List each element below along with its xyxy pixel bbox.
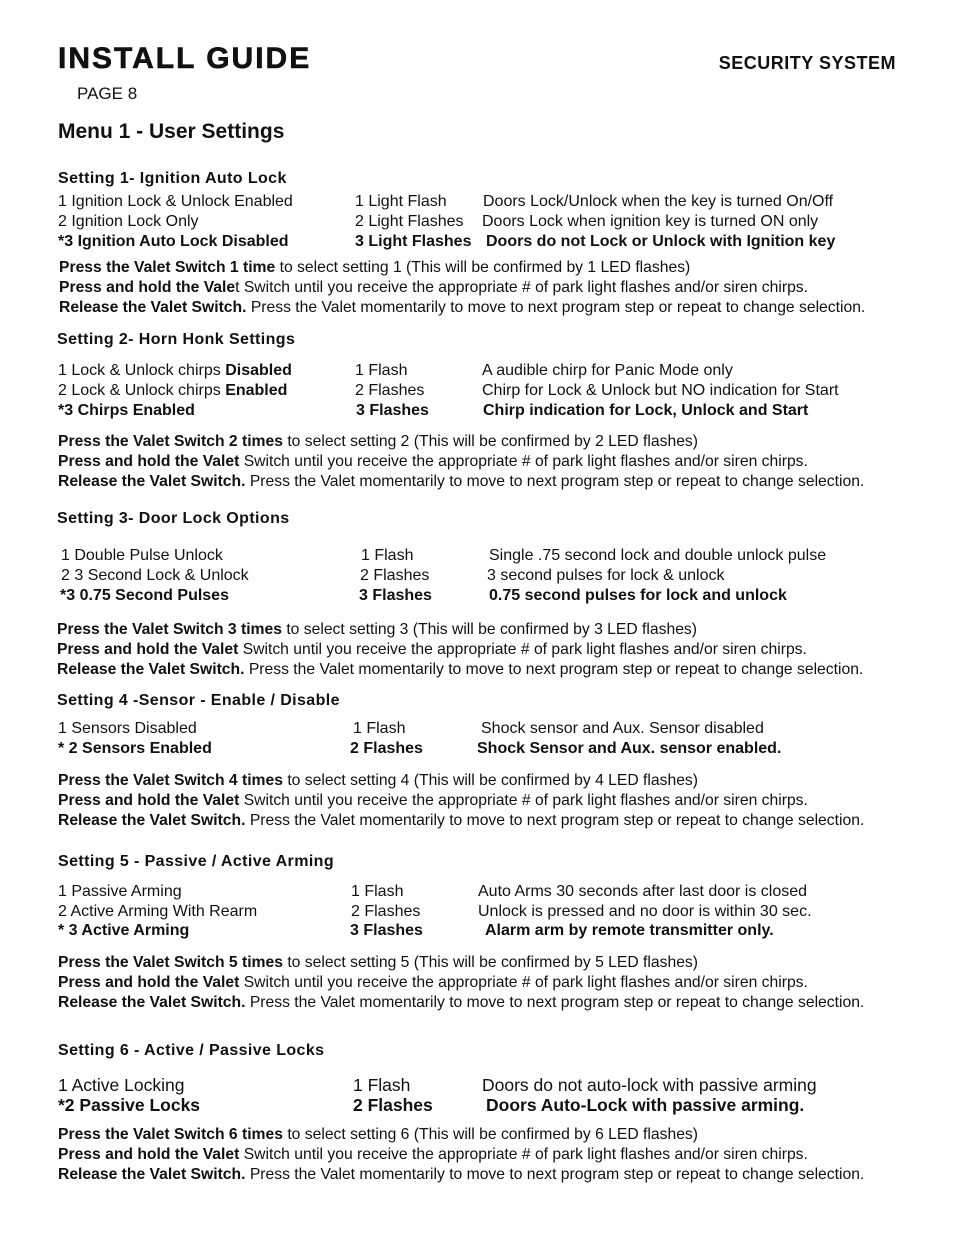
instructions	[58, 771, 864, 831]
option-label: 2 3 Second Lock & Unlock	[61, 567, 249, 584]
option-description: Doors do not Lock or Unlock with Ignition key	[486, 233, 836, 250]
option-description: 3 second pulses for lock & unlock	[487, 567, 725, 584]
setting-heading: Setting 2- Horn Honk Settings	[57, 331, 296, 348]
flash-count: 1 Flash	[353, 1075, 411, 1095]
flash-count: 1 Flash	[361, 547, 414, 564]
flash-count: 2 Flashes	[353, 1095, 433, 1115]
instruction-line: Release the Valet Switch. Press the Valet momentarily to move to next program step or repeat to change selection.	[57, 661, 864, 678]
setting-heading: Setting 4 -Sensor - Enable / Disable	[57, 692, 340, 709]
option-description: Single .75 second lock and double unlock pulse	[489, 547, 827, 564]
option-label: 1 Active Locking	[58, 1075, 185, 1095]
instruction-line: Press the Valet Switch 6 times to select setting 6 (This will be confirmed by 6 LED flashes)	[58, 1126, 698, 1143]
option-description: Alarm arm by remote transmitter only.	[485, 922, 774, 939]
option-description: Doors Lock/Unlock when the key is turned On/Off	[483, 193, 834, 210]
option-label: 1 Lock & Unlock chirps Disabled	[58, 362, 292, 379]
flash-count: 1 Flash	[351, 883, 404, 900]
flash-count: 2 Flashes	[355, 382, 425, 399]
instruction-line: Release the Valet Switch. Press the Valet momentarily to move to next program step or repeat to change selection.	[58, 473, 865, 490]
option-description: Doors do not auto-lock with passive arming	[482, 1075, 817, 1095]
instruction-line: Release the Valet Switch. Press the Valet momentarily to move to next program step or repeat to change selection.	[58, 994, 865, 1011]
instruction-line: Press the Valet Switch 5 times to select setting 5 (This will be confirmed by 5 LED flashes)	[58, 954, 698, 971]
instruction-line: Press the Valet Switch 3 times to select setting 3 (This will be confirmed by 3 LED flashes)	[57, 621, 697, 638]
setting-heading: Setting 1- Ignition Auto Lock	[58, 170, 287, 187]
option-label: * 2 Sensors Enabled	[58, 740, 212, 757]
option-description: Shock Sensor and Aux. sensor enabled.	[477, 740, 782, 757]
flash-count: 2 Flashes	[360, 567, 430, 584]
option-description: Shock sensor and Aux. Sensor disabled	[481, 720, 764, 737]
instruction-line: Press the Valet Switch 1 time to select setting 1 (This will be confirmed by 1 LED flashes)	[59, 259, 691, 276]
instructions	[57, 620, 863, 680]
page-title: INSTALL GUIDE	[58, 42, 312, 75]
document-subtitle: SECURITY SYSTEM	[718, 53, 896, 73]
instruction-line: Release the Valet Switch. Press the Valet momentarily to move to next program step or repeat to change selection.	[58, 1166, 865, 1183]
option-description: Auto Arms 30 seconds after last door is closed	[478, 883, 808, 900]
option-description: 0.75 second pulses for lock and unlock	[489, 587, 787, 604]
flash-count: 2 Light Flashes	[355, 213, 464, 230]
option-label: *3 Ignition Auto Lock Disabled	[58, 233, 289, 250]
flash-count: 3 Light Flashes	[355, 233, 472, 250]
option-label: 1 Sensors Disabled	[58, 720, 197, 737]
instruction-line: Press and hold the Valet Switch until you receive the appropriate # of park light flashes and/or siren chirps.	[57, 641, 807, 658]
setting-heading: Setting 6 - Active / Passive Locks	[58, 1042, 325, 1059]
option-description: A audible chirp for Panic Mode only	[482, 362, 733, 379]
option-label: *2 Passive Locks	[58, 1095, 201, 1115]
page-number: PAGE 8	[77, 84, 138, 103]
flash-count: 2 Flashes	[351, 903, 421, 920]
option-label: *3 0.75 Second Pulses	[60, 587, 229, 604]
instruction-line: Press and hold the Valet Switch until you receive the appropriate # of park light flashes and/or siren chirps.	[58, 792, 808, 809]
instruction-line: Press and hold the Valet Switch until you receive the appropriate # of park light flashes and/or siren chirps.	[58, 974, 808, 991]
flash-count: 3 Flashes	[350, 922, 423, 939]
menu-title: Menu 1 - User Settings	[58, 120, 285, 143]
option-label: *3 Chirps Enabled	[58, 402, 195, 419]
setting-heading: Setting 5 - Passive / Active Arming	[58, 853, 335, 870]
flash-count: 3 Flashes	[356, 402, 429, 419]
instructions	[58, 1125, 864, 1185]
flash-count: 3 Flashes	[359, 587, 432, 604]
setting-heading: Setting 3- Door Lock Options	[57, 510, 290, 527]
option-description: Doors Auto-Lock with passive arming.	[486, 1095, 805, 1115]
instruction-line: Press and hold the Valet Switch until you receive the appropriate # of park light flashes and/or siren chirps.	[59, 279, 809, 296]
option-label: 2 Active Arming With Rearm	[58, 903, 258, 920]
instruction-line: Press and hold the Valet Switch until you receive the appropriate # of park light flashes and/or siren chirps.	[58, 1146, 808, 1163]
flash-count: 1 Flash	[353, 720, 406, 737]
option-label: * 3 Active Arming	[58, 922, 190, 939]
instruction-line: Release the Valet Switch. Press the Valet momentarily to move to next program step or repeat to change selection.	[58, 812, 865, 829]
option-label: 2 Lock & Unlock chirps Enabled	[58, 382, 288, 399]
option-label: 1 Passive Arming	[58, 883, 182, 900]
option-label: 1 Ignition Lock & Unlock Enabled	[58, 193, 293, 210]
option-label: 2 Ignition Lock Only	[58, 213, 199, 230]
instruction-line: Press the Valet Switch 4 times to select setting 4 (This will be confirmed by 4 LED flashes)	[58, 772, 698, 789]
option-description: Doors Lock when ignition key is turned ON only	[482, 213, 819, 230]
instructions	[58, 432, 864, 492]
option-description: Chirp for Lock & Unlock but NO indication for Start	[482, 382, 839, 399]
flash-count: 1 Light Flash	[355, 193, 447, 210]
option-description: Chirp indication for Lock, Unlock and Start	[483, 402, 809, 419]
flash-count: 2 Flashes	[350, 740, 423, 757]
instruction-line: Release the Valet Switch. Press the Valet momentarily to move to next program step or repeat to change selection.	[59, 299, 866, 316]
instructions	[59, 258, 865, 318]
instruction-line: Press the Valet Switch 2 times to select setting 2 (This will be confirmed by 2 LED flashes)	[58, 433, 698, 450]
instructions	[58, 953, 864, 1013]
option-description: Unlock is pressed and no door is within 30 sec.	[478, 903, 812, 920]
option-label: 1 Double Pulse Unlock	[61, 547, 223, 564]
flash-count: 1 Flash	[355, 362, 408, 379]
instruction-line: Press and hold the Valet Switch until you receive the appropriate # of park light flashes and/or siren chirps.	[58, 453, 808, 470]
